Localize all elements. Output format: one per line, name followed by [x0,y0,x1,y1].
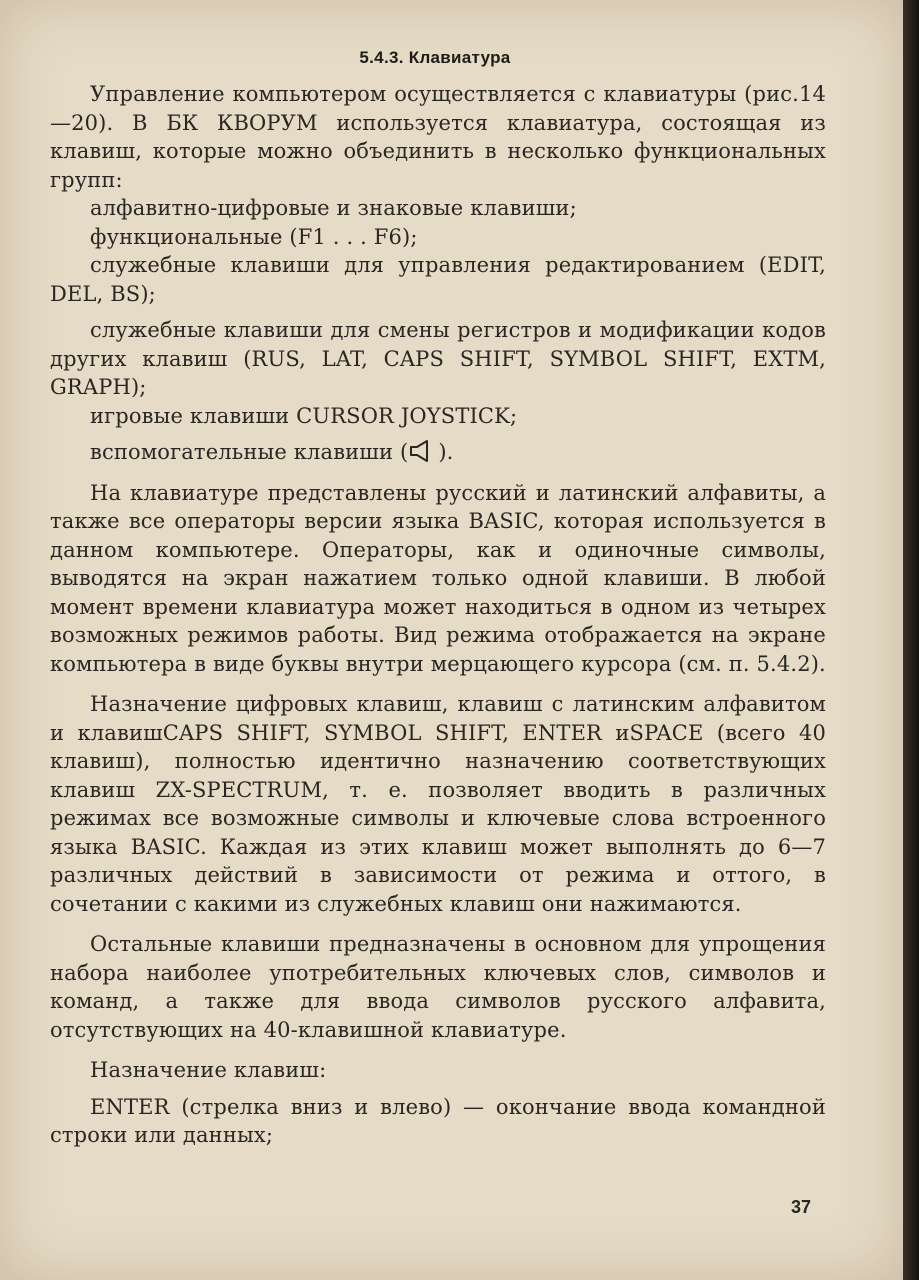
group-function: функциональные (F1 . . . F6); [90,224,418,249]
keys-heading: Назначение клавиш: [90,1058,327,1082]
group-game: игровые клавиши CURSOR JOYSTICK; [90,403,518,428]
page-edge-shadow [903,0,919,1280]
others-paragraph: Остальные клавиши предназначены в основном для упрощения набора наиболее употребительных ключевых слов, символов и команд, а также для ввода символов русского алфавита, отсутствующих на 40-клавишной клавиатуре. [50,932,826,1042]
spacer [50,467,826,479]
speaker-icon [408,439,438,463]
page-number: 37 [790,1197,811,1217]
intro-paragraph: Управление компьютером осуществляется с клавиатуры (рис.14—20). В БК КВОРУМ используется клавиатура, состоящая из клавиш, которые можно объединить в несколько функциональных групп: [50,82,826,192]
spacer [50,1044,826,1056]
section-heading: 5.4.3. Клавиатура [359,48,511,67]
enter-key-paragraph: ENTER (стрелка вниз и влево) — окончание ввода командной строки или данных; [50,1094,826,1147]
page-body [50,80,826,1150]
group-auxiliary [50,438,826,467]
spacer [50,430,826,438]
group-alnum: алфавитно-цифровые и знаковые клавиши; [90,196,577,220]
spacer [50,1085,826,1093]
group-auxiliary-prefix: вспомогательные клавиши ( [90,440,409,464]
spacer [50,678,826,690]
spacer [50,308,826,316]
spacer [50,918,826,930]
group-editing: служебные клавиши для управления редактированием (EDIT, DEL, BS); [50,253,826,306]
assignment-paragraph: Назначение цифровых клавиш, клавиш с латинским алфавитом и клавишCAPS SHIFT, SYMBOL SHIFT, ENTER иSPACE (всего 40 клавиш), полностью идентично назначению соответствующих клавиш ZX-SPECTRUM, т. е. позволяет вводить в различных режимах все возможные символы и ключевые слова встроенного языка BASIC. Каждая из этих клавиш может выполнять до 6—7 различных действий в зависимости от режима и оттого, в сочетании с какими из служебных клавиш они нажимаются. [50,692,826,916]
layouts-paragraph: На клавиатуре представлены русский и латинский алфавиты, а также все операторы версии языка BASIC, которая используется в данном компьютере. Операторы, как и одиночные символы, выводятся на экран нажатием только одной клавиши. В любой момент времени клавиатура может находиться в одном из четырех возможных режимов работы. Вид режима отображается на экране компьютера в виде буквы внутри мерцающего курсора (см. п. 5.4.2). [50,480,826,676]
group-auxiliary-suffix: ). [438,440,454,464]
group-modifiers: служебные клавиши для смены регистров и модификации кодов других клавиш (RUS, LAT, CAPS SHIFT, SYMBOL SHIFT, EXTM, GRAPH); [50,318,826,399]
